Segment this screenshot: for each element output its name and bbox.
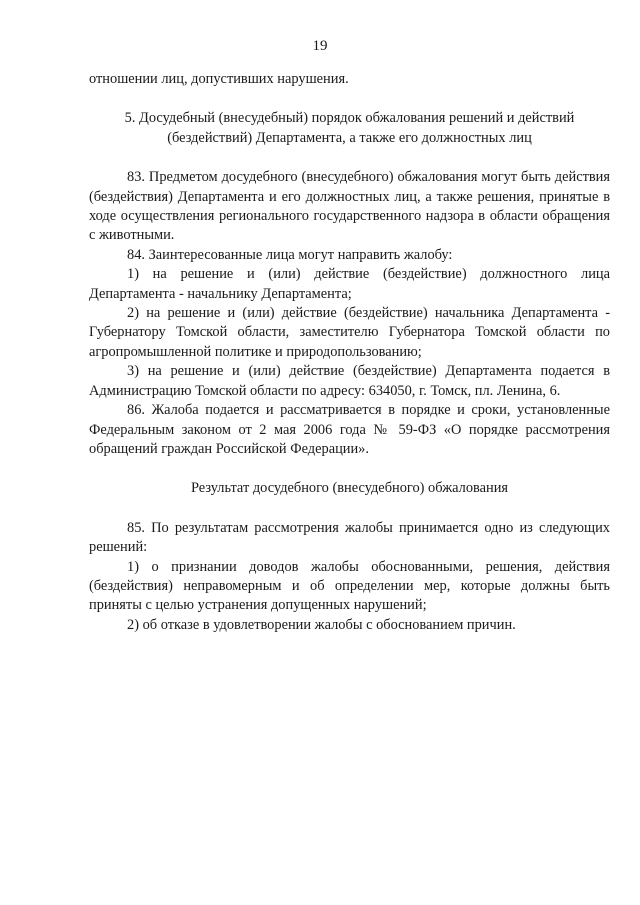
paragraph-84: 84. Заинтересованные лица могут направить жалобу: <box>127 246 453 263</box>
paragraph-continuation: отношении лиц, допустивших нарушения. <box>89 71 349 87</box>
paragraph-85: 85. По результатам рассмотрения жалобы принимается одно из следующих решений: <box>89 519 610 556</box>
list-item-84-1: 1) на решение и (или) действие (бездействие) должностного лица Департамента - начальнику Департамента; <box>89 266 610 302</box>
subsection-heading: Результат досудебного (внесудебного) обжалования <box>190 480 509 497</box>
list-item-84-3: 3) на решение и (или) действие (бездействие) Департамента подается в Администрацию Томской области по адресу: 634050, г. Томск, пл. Ленина, 6. <box>89 363 610 399</box>
list-item-85-2: 2) об отказе в удовлетворении жалобы с обоснованием причин. <box>127 616 516 633</box>
section-heading: 5. Досудебный (внесудебный) порядок обжалования решений и действий (бездействий) Департамента, а также его должностных лиц <box>124 110 575 146</box>
list-item-85-1: 1) о признании доводов жалобы обоснованными, решения, действия (бездействия) неправомерным и об определении мер, которые должны быть приняты с целью устранения допущенных нарушений; <box>89 558 610 614</box>
paragraph-83: 83. Предметом досудебного (внесудебного) обжалования могут быть действия (бездействия) Департамента и его должностных лиц, а также решения, принятые в ходе осуществления регионального государственного надзора в области обращения с животными. <box>89 169 610 244</box>
paragraph-86: 86. Жалоба подается и рассматривается в порядке и сроки, установленные Федеральным законом от 2 мая 2006 года № 59-ФЗ «О порядке рассмотрения обращений граждан Российской Федерации». <box>89 402 610 457</box>
page-number: 19 <box>312 38 328 54</box>
list-item-84-2: 2) на решение и (или) действие (бездействие) начальника Департамента - Губернатору Томской области, заместителю Губернатора Томской области по агропромышленной политике и природопользованию; <box>89 305 610 360</box>
document-body <box>89 70 610 635</box>
